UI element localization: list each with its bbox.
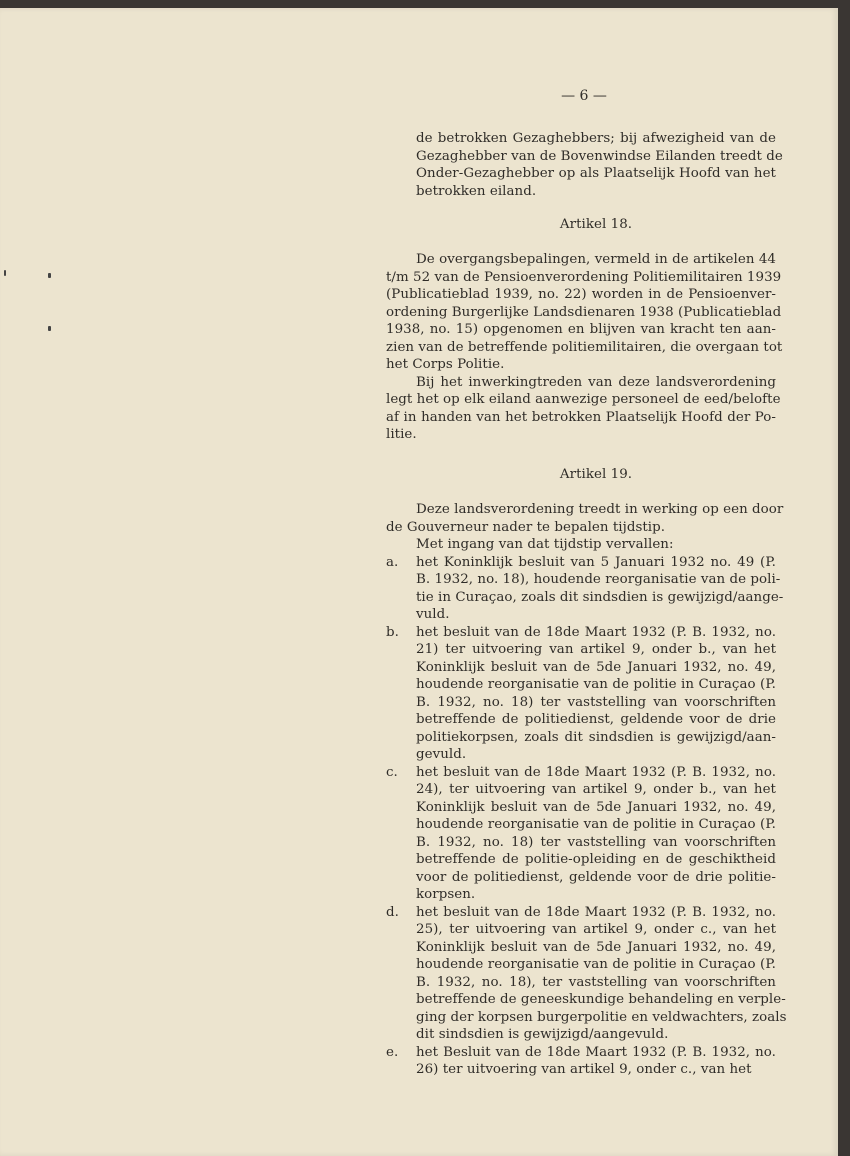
paragraph-line: het Corps Politie. [386, 357, 505, 372]
list-item-line: 24), ter uitvoering van artikel 9, onder b., van het [416, 782, 776, 797]
paragraph-line: de Gouverneur nader te bepalen tijdstip. [386, 519, 666, 535]
list-item-line: vuld. [416, 607, 450, 622]
paragraph-line: de betrokken Gezaghebbers; bij afwezigheid van de [416, 131, 776, 146]
list-item-line: Koninklijk besluit van de 5de Januari 1932, no. 49, [416, 659, 776, 675]
document-page [0, 8, 838, 1156]
list-item-line: 25), ter uitvoering van artikel 9, onder c., van het [416, 922, 776, 937]
paragraph-line: ordening Burgerlijke Landsdienaren 1938 (Publicatieblad [386, 304, 782, 320]
binding-mark [48, 326, 51, 331]
paragraph-line: Onder-Gezaghebber op als Plaatselijk Hoofd van het [416, 166, 776, 181]
list-item-line: korpsen. [416, 887, 476, 902]
list-item-line: 26) ter uitvoering van artikel 9, onder c., van het [416, 1062, 752, 1077]
list-item-label: e. [386, 1044, 399, 1060]
page-number: — 6 — [561, 88, 607, 104]
list-item-line: B. 1932, no. 18) ter vaststelling van voorschriften [416, 694, 776, 710]
list-item-line: houdende reorganisatie van de politie in Curaçao (P. [416, 677, 776, 692]
list-item-line: betreffende de politie-opleiding en de geschiktheid [416, 852, 776, 867]
list-item-line: het Besluit van de 18de Maart 1932 (P. B. 1932, no. [416, 1044, 776, 1060]
list-item-line: gevuld. [416, 747, 467, 762]
binding-mark [48, 273, 51, 278]
list-item-line: 21) ter uitvoering van artikel 9, onder b., van het [416, 642, 776, 657]
list-item-label: b. [386, 624, 399, 640]
list-item-line: B. 1932, no. 18), ter vaststelling van voorschriften [416, 974, 776, 990]
list-item-line: politiekorpsen, zoals dit sindsdien is gewijzigd/aan- [416, 729, 776, 745]
list-item-line: houdende reorganisatie van de politie in Curaçao (P. [416, 957, 776, 972]
list-item-label: a. [386, 554, 399, 570]
paragraph-line: betrokken eiland. [416, 183, 537, 199]
list-item-line: het besluit van de 18de Maart 1932 (P. B. 1932, no. [416, 764, 776, 780]
list-item-line: betreffende de politiedienst, geldende voor de drie [416, 712, 776, 727]
paragraph-line: 1938, no. 15) opgenomen en blijven van kracht ten aan- [386, 322, 776, 337]
list-item-label: d. [386, 904, 399, 920]
document-body [386, 8, 787, 1156]
paragraph-line: Met ingang van dat tijdstip vervallen: [416, 537, 674, 552]
paragraph-line: t/m 52 van de Pensioenverordening Politiemilitairen 1939 [386, 269, 782, 285]
list-item-line: houdende reorganisatie van de politie in Curaçao (P. [416, 817, 776, 832]
list-item-line: B. 1932, no. 18) ter vaststelling van voorschriften [416, 834, 776, 850]
list-item-label: c. [386, 764, 398, 780]
list-item-line: ging der korpsen burgerpolitie en veldwachters, zoals [416, 1009, 787, 1025]
paragraph-line: litie. [386, 427, 417, 442]
paragraph-line: Gezaghebber van de Bovenwindse Eilanden treedt de [416, 148, 783, 164]
paragraph-line: legt het op elk eiland aanwezige personeel de eed/belofte [386, 392, 781, 407]
paragraph-line: zien van de betreffende politiemilitairen, die overgaan tot [386, 339, 783, 355]
paragraph-line: (Publicatieblad 1939, no. 22) worden in de Pensioenver- [386, 287, 776, 302]
binding-mark [4, 270, 6, 276]
list-item-line: tie in Curaçao, zoals dit sindsdien is gewijzigd/aange- [416, 589, 784, 605]
list-item-line: het Koninklijk besluit van 5 Januari 1932 no. 49 (P. [416, 554, 776, 570]
paragraph-line: De overgangsbepalingen, vermeld in de artikelen 44 [416, 252, 776, 267]
list-item-line: het besluit van de 18de Maart 1932 (P. B. 1932, no. [416, 624, 776, 640]
paragraph-line: af in handen van het betrokken Plaatselijk Hoofd der Po- [386, 409, 776, 425]
list-item-line: betreffende de geneeskundige behandeling en verple- [416, 992, 786, 1007]
article-heading: Artikel 18. [559, 217, 633, 232]
paragraph-line: Deze landsverordening treedt in werking op een door [416, 502, 784, 517]
list-item-line: voor de politiedienst, geldende voor de drie politie- [416, 869, 776, 885]
article-heading: Artikel 19. [559, 467, 633, 482]
list-item-line: dit sindsdien is gewijzigd/aangevuld. [416, 1027, 669, 1042]
list-item-line: het besluit van de 18de Maart 1932 (P. B. 1932, no. [416, 904, 776, 920]
paragraph-line: Bij het inwerkingtreden van deze landsverordening [416, 374, 776, 390]
list-item-line: B. 1932, no. 18), houdende reorganisatie van de poli- [416, 572, 781, 587]
list-item-line: Koninklijk besluit van de 5de Januari 1932, no. 49, [416, 939, 776, 955]
list-item-line: Koninklijk besluit van de 5de Januari 1932, no. 49, [416, 799, 776, 815]
